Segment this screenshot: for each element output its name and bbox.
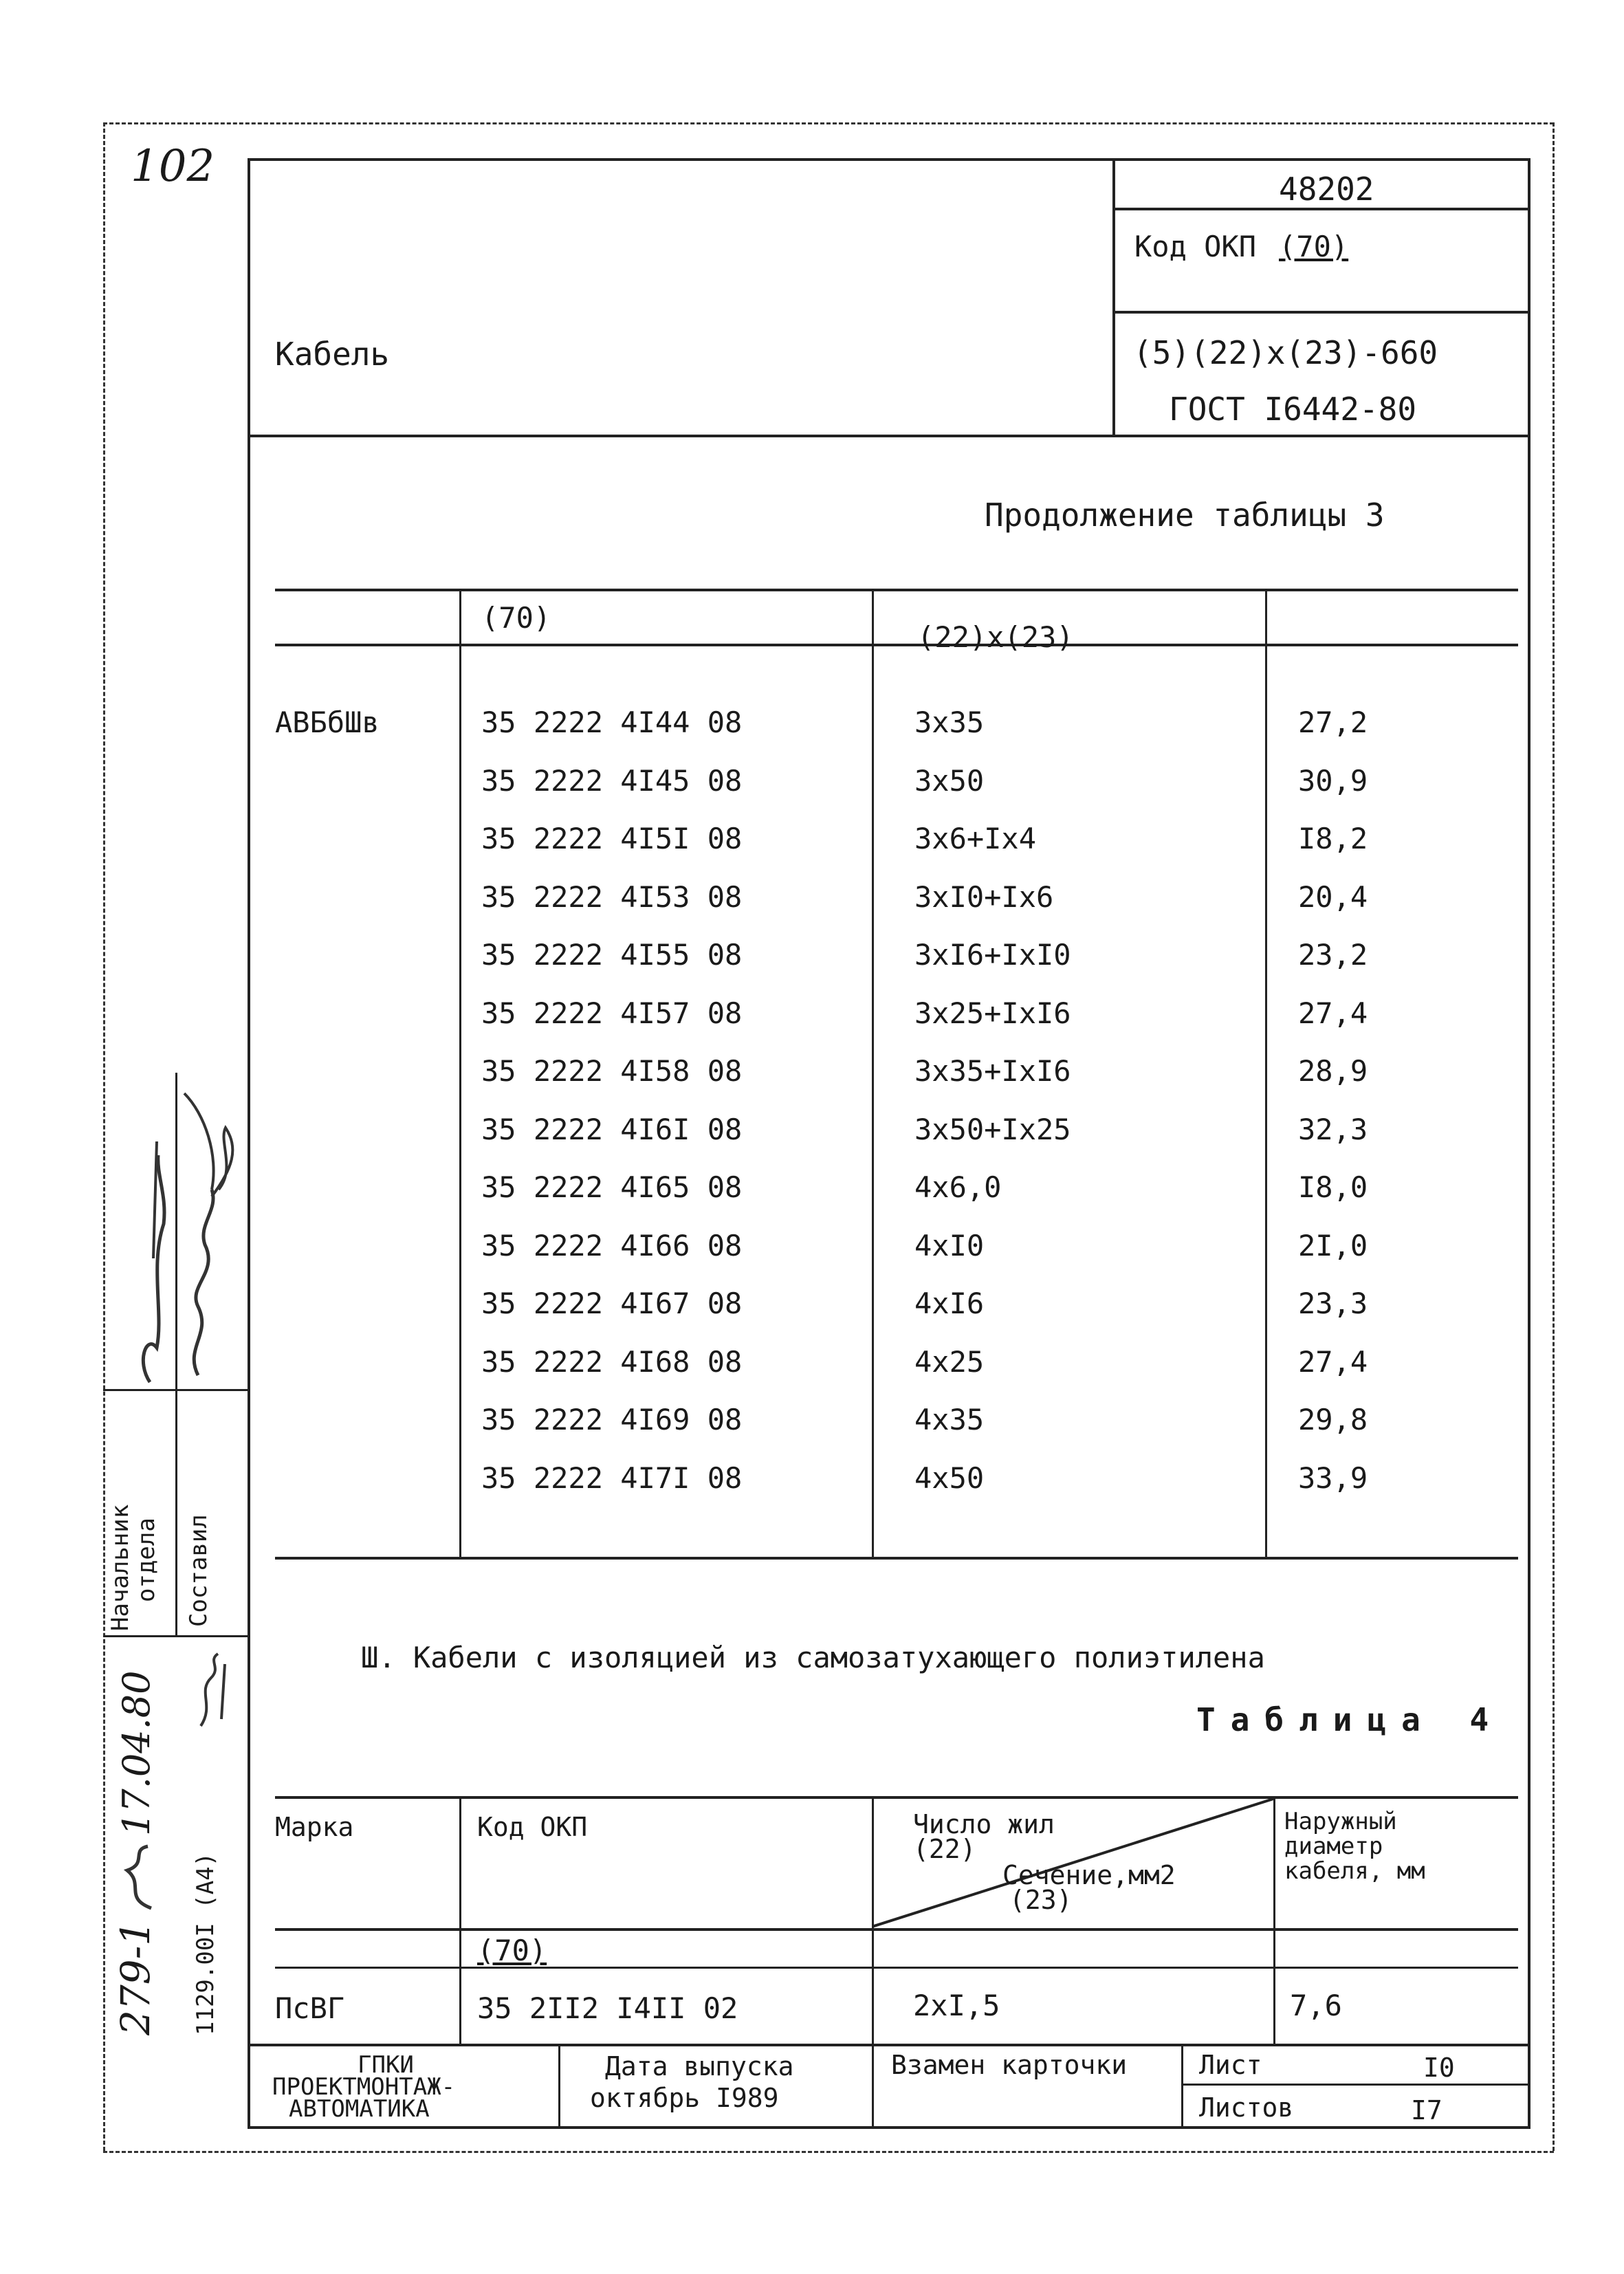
table4-code-ref: (70): [477, 1934, 547, 1967]
table4-head-code: Код ОКП: [477, 1812, 588, 1842]
page-number: 102: [131, 141, 215, 192]
table4-label: Таблица 4: [1196, 1701, 1504, 1738]
table3-cell-code: 35 2222 4I44 08: [481, 706, 743, 739]
table3-caption: Продолжение таблицы 3: [985, 496, 1385, 534]
table3-cell-diameter: 2I,0: [1298, 1229, 1368, 1262]
table3-top-rule: [275, 589, 1518, 591]
table3-cell-diameter: 23,2: [1298, 938, 1368, 972]
margin-initials: [187, 1650, 235, 1733]
table4-row-brand: ПсВГ: [275, 1991, 345, 2025]
table3-cell-section: 3x25+IxI6: [914, 996, 1071, 1030]
margin-format: 1129.00I (А4): [192, 1852, 219, 2035]
footer-sheets-value: I7: [1411, 2095, 1442, 2125]
product-name: Кабель: [275, 336, 390, 373]
margin-date-note: 17.04.80: [115, 1670, 158, 1836]
table3-cell-code: 35 2222 4I67 08: [481, 1287, 743, 1320]
footer-replace-label: Взамен карточки: [891, 2050, 1128, 2080]
margin-head-label-1: Начальник: [107, 1504, 134, 1631]
table3-cell-section: 4xI0: [914, 1229, 985, 1262]
table3-cell-section: 4x35: [914, 1403, 985, 1436]
margin-doc-number: 279-1: [112, 1920, 159, 2035]
okp-label: Код ОКП: [1134, 230, 1257, 263]
table3-col-divider-2: [872, 589, 874, 1557]
okp-ref: (70): [1279, 230, 1349, 263]
table3-cell-code: 35 2222 4I58 08: [481, 1054, 743, 1088]
table3-cell-section: 3x6+Ix4: [914, 822, 1037, 855]
outer-frame-right: [1552, 122, 1555, 2151]
table3-cell-code: 35 2222 4I5I 08: [481, 822, 743, 855]
footer-date-label: Дата выпуска: [605, 2051, 794, 2081]
table3-cell-code: 35 2222 4I69 08: [481, 1403, 743, 1436]
table3-cell-diameter: 32,3: [1298, 1113, 1368, 1146]
table3-cell-section: 4x25: [914, 1345, 985, 1379]
header-line-2: [1112, 311, 1530, 314]
footer-divider-2: [872, 2044, 874, 2126]
outer-frame-top: [103, 122, 1554, 124]
table3-cell-diameter: 27,2: [1298, 706, 1368, 739]
margin-author-label: Составил: [185, 1514, 212, 1627]
table3-head-section: (22)x(23): [917, 620, 1074, 654]
table4-head-cores: Число жил: [913, 1809, 1055, 1839]
table3-cell-diameter: 33,9: [1298, 1461, 1368, 1495]
margin-strip-bottom: [103, 1635, 248, 1637]
table3-cell-code: 35 2222 4I66 08: [481, 1229, 743, 1262]
table4-col-divider-1: [459, 1796, 461, 2044]
table4-head-brand: Марка: [275, 1812, 354, 1842]
table4-row-diameter: 7,6: [1290, 1989, 1342, 2022]
table3-cell-code: 35 2222 4I6I 08: [481, 1113, 743, 1146]
outer-frame-left: [103, 122, 105, 2151]
table3-cell-code: 35 2222 4I55 08: [481, 938, 743, 972]
table4-ref-rule: [275, 1967, 1518, 1969]
table3-cell-diameter: I8,2: [1298, 822, 1368, 855]
table3-col-divider-1: [459, 589, 461, 1557]
table3-cell-code: 35 2222 4I53 08: [481, 880, 743, 914]
table3-cell-code: 35 2222 4I57 08: [481, 996, 743, 1030]
table3-cell-section: 4x50: [914, 1461, 985, 1495]
standard: ГОСТ I6442-80: [1169, 391, 1417, 428]
margin-head-label-2: отдела: [133, 1518, 160, 1602]
table4-row-code: 35 2II2 I4II 02: [477, 1991, 738, 2025]
footer-sheet-value: I0: [1423, 2053, 1455, 2083]
table3-brand: АВБбШв: [275, 706, 380, 739]
footer-org-3: АВТОМАТИКА: [289, 2095, 430, 2123]
table3-cell-diameter: 20,4: [1298, 880, 1368, 914]
header-line-1: [1112, 208, 1530, 210]
table3-cell-code: 35 2222 4I68 08: [481, 1345, 743, 1379]
section3-title: Ш. Кабели с изоляцией из самозатухающего полиэтилена: [361, 1641, 1265, 1674]
table3-cell-diameter: I8,0: [1298, 1170, 1368, 1204]
footer-org-2: ПРОЕКТМОНТАЖ-: [272, 2073, 456, 2101]
table3-head-rule: [275, 644, 1518, 646]
footer-sheet-label: Лист: [1199, 2050, 1262, 2080]
margin-strip-top: [103, 1389, 248, 1391]
header-bottom: [248, 435, 1530, 437]
header-divider: [1112, 158, 1115, 435]
table4-head-diameter-1: Наружный: [1284, 1808, 1397, 1835]
signature-strokes: [116, 1086, 246, 1389]
table4-head-cores-ref: (22): [913, 1834, 976, 1864]
table4-head-diameter-2: диаметр: [1284, 1833, 1383, 1860]
table3-cell-diameter: 23,3: [1298, 1287, 1368, 1320]
designation: (5)(22)x(23)-660: [1133, 334, 1438, 371]
table3-cell-section: 3x50: [914, 764, 985, 798]
card-right-border: [1528, 158, 1530, 2128]
table3-bottom-rule: [275, 1557, 1518, 1560]
margin-signature-mark: [117, 1843, 158, 1912]
footer-bottom-rule: [248, 2126, 1530, 2129]
footer-divider-1: [558, 2044, 560, 2126]
footer-date-value: октябрь I989: [590, 2083, 779, 2113]
table4-head-diameter-3: кабеля, мм: [1284, 1857, 1425, 1885]
table3-head-code: (70): [481, 601, 551, 635]
table4-row-section: 2xI,5: [913, 1989, 1000, 2022]
table3-cell-section: 3xI0+Ix6: [914, 880, 1054, 914]
table3-cell-section: 3x50+Ix25: [914, 1113, 1071, 1146]
table3-cell-section: 4xI6: [914, 1287, 985, 1320]
footer-sheets-label: Листов: [1199, 2092, 1294, 2123]
table3-col-divider-3: [1265, 589, 1267, 1557]
table3-cell-diameter: 28,9: [1298, 1054, 1368, 1088]
table3-cell-diameter: 29,8: [1298, 1403, 1368, 1436]
card-left-border: [248, 158, 250, 2128]
table3-cell-code: 35 2222 4I45 08: [481, 764, 743, 798]
footer-org-1: ГПКИ: [358, 2051, 414, 2079]
card-top-border: [248, 158, 1530, 161]
footer-top-rule: [248, 2044, 1530, 2046]
table3-cell-code: 35 2222 4I7I 08: [481, 1461, 743, 1495]
table4-head-section: Сечение,мм2: [1002, 1860, 1176, 1890]
table3-cell-section: 3xI6+IxI0: [914, 938, 1071, 972]
table3-cell-section: 4x6,0: [914, 1170, 1002, 1204]
table3-cell-diameter: 27,4: [1298, 1345, 1368, 1379]
table3-cell-diameter: 27,4: [1298, 996, 1368, 1030]
table4-head-section-ref: (23): [1009, 1885, 1073, 1915]
table3-cell-code: 35 2222 4I65 08: [481, 1170, 743, 1204]
code-number: 48202: [1279, 171, 1374, 208]
footer-sheet-rule: [1181, 2084, 1530, 2086]
table3-cell-section: 3x35+IxI6: [914, 1054, 1071, 1088]
table3-cell-section: 3x35: [914, 706, 985, 739]
table3-cell-diameter: 30,9: [1298, 764, 1368, 798]
outer-frame-bottom: [103, 2151, 1554, 2153]
